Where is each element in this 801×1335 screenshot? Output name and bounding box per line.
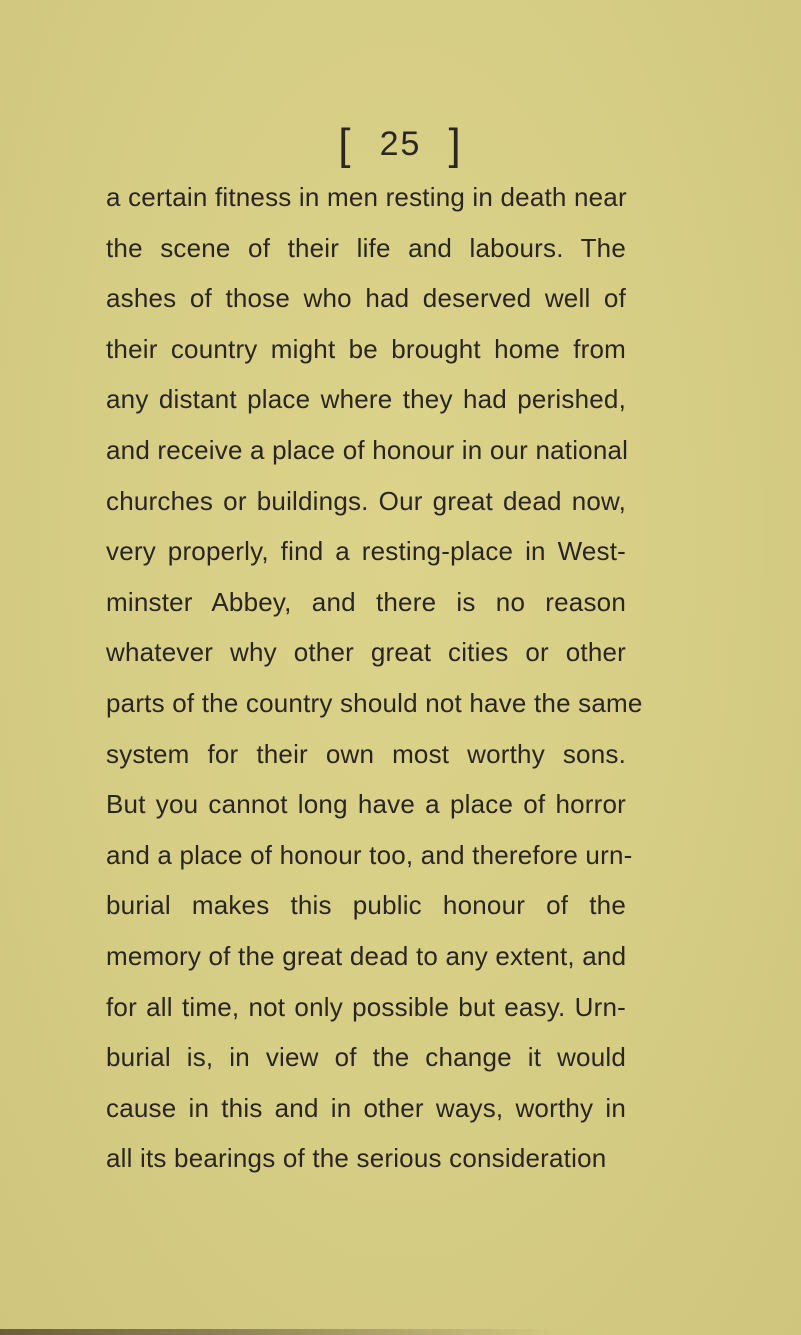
text-line: ashes of those who had deserved well of <box>106 283 626 314</box>
page-number-open-bracket: [ <box>338 120 353 169</box>
text-line: churches or buildings. Our great dead now, <box>106 485 626 516</box>
page-number <box>0 120 801 170</box>
text-line: and a place of honour too, and therefore urn- <box>106 839 633 870</box>
text-line: burial is, in view of the change it would <box>106 1042 626 1073</box>
text-line: But you cannot long have a place of horror <box>106 789 626 820</box>
text-line: the scene of their life and labours. The <box>106 232 626 263</box>
page-number-close-bracket: ] <box>448 120 463 169</box>
text-line: for all time, not only possible but easy. Urn- <box>106 991 626 1022</box>
text-line: minster Abbey, and there is no reason <box>106 586 626 617</box>
text-line: whatever why other great cities or other <box>106 637 626 668</box>
text-line: and receive a place of honour in our national <box>106 434 629 465</box>
page-number-value: 25 <box>379 125 422 163</box>
body-text <box>106 172 643 1184</box>
text-line: any distant place where they had perished, <box>106 384 626 415</box>
text-line: all its bearings of the serious consideration <box>106 1143 607 1174</box>
text-line: their country might be brought home from <box>106 333 626 364</box>
text-line: a certain fitness in men resting in death near <box>106 182 627 212</box>
text-line: memory of the great dead to any extent, and <box>106 940 627 971</box>
text-line: burial makes this public honour of the <box>106 890 626 921</box>
page-edge-shadow <box>0 1329 560 1335</box>
text-line: very properly, find a resting-place in West- <box>106 536 626 567</box>
text-line: system for their own most worthy sons. <box>106 738 626 769</box>
text-line: parts of the country should not have the same <box>106 687 643 718</box>
text-line: cause in this and in other ways, worthy in <box>106 1092 626 1123</box>
